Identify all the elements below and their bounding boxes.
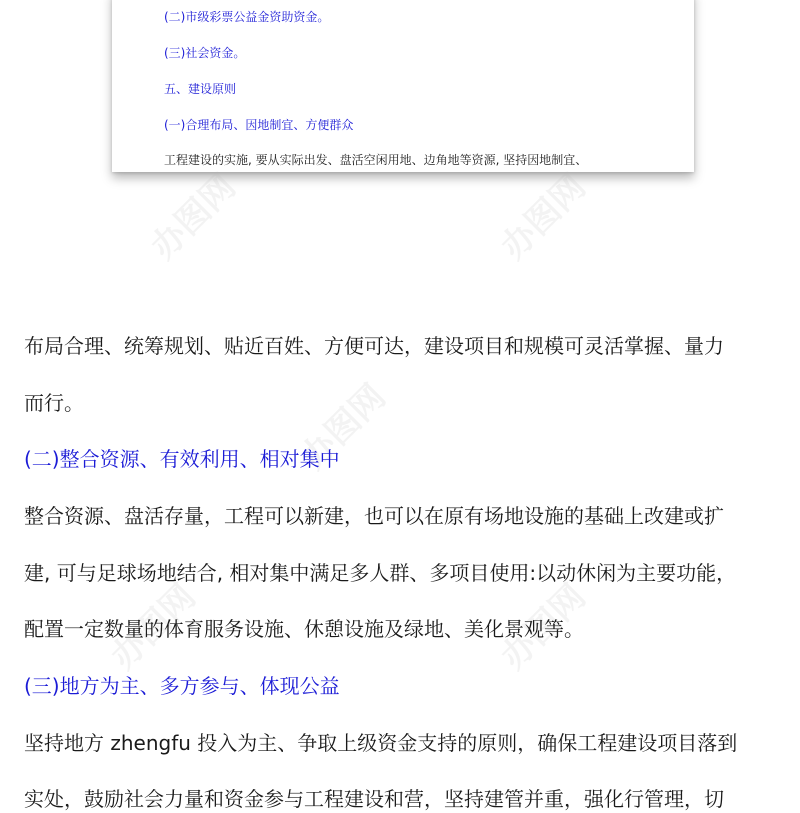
watermark: 办图网 [493, 166, 594, 268]
paragraph-line: 整合资源、盘活存量，工程可以新建，也可以在原有场地设施的基础上改建或扩 [24, 504, 724, 528]
preview-line: (二)市级彩票公益金资助资金。 [164, 10, 330, 24]
preview-line: (一)合理布局、因地制宜、方便群众 [164, 118, 354, 132]
paragraph-line: 实处，鼓励社会力量和资金参与工程建设和营，坚持建管并重，强化行管理，切 [24, 787, 724, 811]
watermark: 办图网 [103, 576, 204, 678]
watermark: 办图网 [293, 376, 394, 478]
paragraph-line: 布局合理、统筹规划、贴近百姓、方便可达，建设项目和规模可灵活掌握、量力 [24, 334, 724, 358]
preview-line: (三)社会资金。 [164, 46, 246, 60]
preview-line: 工程建设的实施, 要从实际出发、盘活空闲用地、边角地等资源, 坚持因地制宜、 [164, 153, 588, 167]
section-heading: (三)地方为主、多方参与、体现公益 [24, 674, 340, 698]
paragraph-line: 坚持地方 zhengfu 投入为主、争取上级资金支持的原则，确保工程建设项目落到 [24, 731, 738, 755]
preview-line: 五、建设原则 [164, 82, 237, 96]
paragraph-line: 而行。 [24, 391, 84, 415]
watermark: 办图网 [493, 576, 594, 678]
watermark: 办图网 [143, 166, 244, 268]
paragraph-line: 建, 可与足球场地结合, 相对集中满足多人群、多项目使用:以动休闲为主要功能， [24, 561, 737, 585]
section-heading: (二)整合资源、有效利用、相对集中 [24, 447, 340, 471]
paragraph-line: 配置一定数量的体育服务设施、休憩设施及绿地、美化景观等。 [24, 617, 584, 641]
document-preview-card [112, 0, 694, 172]
